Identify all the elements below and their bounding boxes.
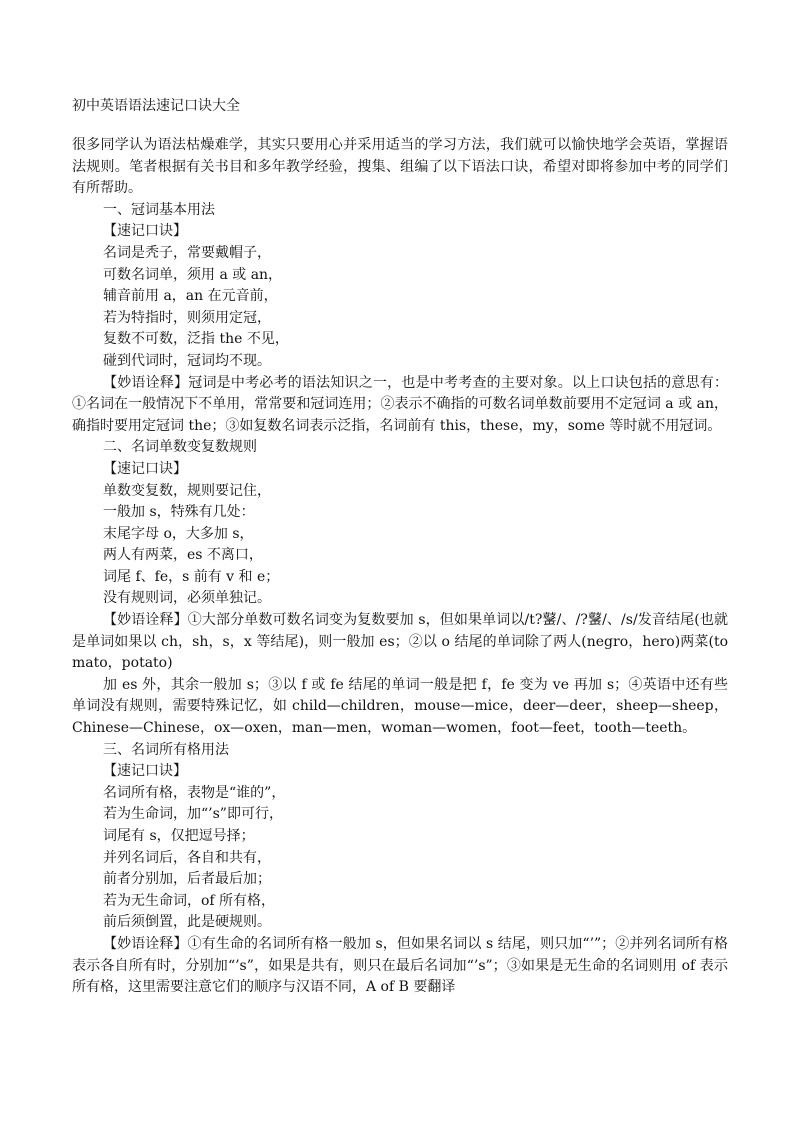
section-1-mnemonic-label: 【速记口诀】 [103,223,187,240]
section-3-heading: 三、名词所有格用法 [103,741,229,758]
section-2-line: 单数变复数，规则要记住， [103,482,271,499]
section-3-line: 前后须倒置，此是硬规则。 [103,914,271,931]
section-2-line: 一般加 s，特殊有几处： [103,504,255,521]
section-1-heading: 一、冠词基本用法 [103,201,215,218]
section-1-line: 可数名词单，须用 a 或 an， [103,266,283,283]
page-title: 初中英语语法速记口诀大全 [72,98,240,114]
section-3-line: 名词所有格，表物是“谁的”， [103,784,286,801]
section-1-line: 若为特指时，则须用定冠， [103,309,271,326]
section-2-line: 末尾字母 o，大多加 s， [103,525,254,542]
section-1-line: 辅音前用 a，an 在元音前， [103,288,278,305]
section-2-line: 两人有两菜，es 不离口， [103,547,263,564]
section-2-line: 没有规则词，必须单独记。 [103,590,271,607]
section-3-line: 若为无生命词，of 所有格， [103,892,276,909]
section-2-mnemonic-label: 【速记口诀】 [103,460,187,477]
section-1-line: 名词是秃子，常要戴帽子， [103,244,271,261]
section-2-heading: 二、名词单数变复数规则 [103,439,257,456]
section-1-explanation: 【妙语诠释】冠词是中考必考的语法知识之一，也是中考考查的主要对象。以上口诀包括的意思有：①名词在一般情况下不单用，常常要和冠词连用；②表示不确指的可数名词单数前要用不定冠词 a 或 an，确指时要用定冠词 the；③如复数名词表示泛指，名词前有 this，these，my，some 等时就不用冠词。 [72,374,728,434]
section-2-explanation-continued: 加 es 外，其余一般加 s；③以 f 或 fe 结尾的单词一般是把 f，fe 变为 ve 再加 s；④英语中还有些单词没有规则，需要特殊记忆，如 child—children，mouse—mice，deer—deer，sheep—sheep，Chinese—Chinese，ox—oxen，man—men，woman—women，foot—feet，tooth—teeth。 [72,676,728,737]
section-3-mnemonic-label: 【速记口诀】 [103,763,187,780]
section-3-line: 若为生命词，加“’s”即可行， [103,806,283,823]
section-1-line: 复数不可数，泛指 the 不见， [103,331,289,348]
document-body [72,135,728,999]
section-3-line: 并列名词后，各自和共有， [103,849,271,866]
section-2-explanation: 【妙语诠释】①大部分单数可数名词变为复数要加 s，但如果单词以/t?鼜/、/?鼜/、/s/发音结尾(也就是单词如果以 ch，sh，s，x 等结尾)，则一般加 es；②以 o 结尾的单词除了两人(negro，hero)两菜(tomato，potato) [72,612,728,672]
section-2-line: 词尾 f、fe，s 前有 v 和 e； [103,568,280,585]
section-1-line: 碰到代词时，冠词均不现。 [103,352,271,369]
section-3-line: 词尾有 s，仅把逗号择； [103,828,255,844]
section-3-explanation: 【妙语诠释】①有生命的名词所有格一般加 s，但如果名词以 s 结尾，则只加“’”；②并列名词所有格表示各自所有时，分别加“’s”，如果是共有，则只在最后名词加“’s”；③如果是无生命的名词则用 of 表示所有格，这里需要注意它们的顺序与汉语不同，A of B 要翻译 [72,935,728,996]
intro-paragraph: 很多同学认为语法枯燥难学，其实只要用心并采用适当的学习方法，我们就可以愉快地学会英语，掌握语法规则。笔者根据有关书目和多年教学经验，搜集、组编了以下语法口诀，希望对即将参加中考的同学们有所帮助。 [72,137,728,197]
section-3-line: 前者分别加，后者最后加； [103,871,271,888]
